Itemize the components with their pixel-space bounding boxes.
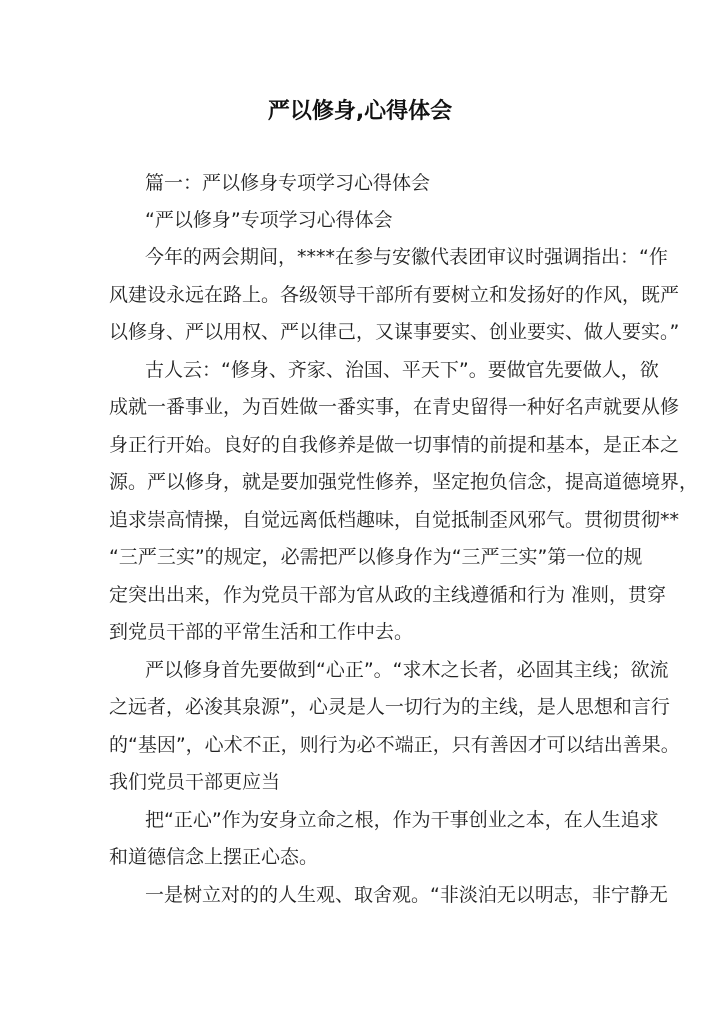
text-line: 成就一番事业，为百姓做一番实事，在青史留得一种好名声就要从修 — [109, 396, 680, 418]
document-title: 严以修身,心得体会 — [267, 99, 453, 124]
text-line: 把“正心”作为安身立命之根，作为干事创业之本，在人生追求 — [145, 808, 659, 831]
text-line: 的“基因”，心术不正，则行为必不端正，只有善因才可以结出善果。 — [109, 733, 680, 756]
text-line: 定突出出来，作为党员干部为官从政的主线遵循和行为 准则，贯穿 — [109, 583, 667, 606]
text-line: 以修身、严以用权、严以律己，又谋事要实、创业要实、做人要实。” — [109, 321, 680, 343]
text-line: 古人云：“修身、齐家、治国、平天下”。要做官先要做人，欲 — [145, 358, 659, 381]
text-line: 和道德信念上摆正心态。 — [109, 846, 319, 868]
text-line: 之远者，必浚其泉源”，心灵是人一切行为的主线，是人思想和言行 — [109, 696, 670, 718]
text-line: “三严三实”的规定，必需把严以修身作为“三严三实”第一位的规 — [109, 546, 643, 568]
text-line: 到党员干部的平常生活和工作中去。 — [109, 621, 414, 643]
text-line: 追求崇高情操，自觉远离低档趣味，自觉抵制歪风邪气。贯彻贯彻** — [109, 508, 680, 531]
text-line: 严以修身首先要做到“心正”。“求木之长者，必固其主线；欲流 — [145, 658, 669, 681]
text-line: 风建设永远在路上。各级领导干部所有要树立和发扬好的作风，既严 — [109, 283, 680, 306]
text-line: 源。严以修身，就是要加强党性修养，坚定抱负信念，提高道德境界， — [109, 471, 699, 493]
text-line: “严以修身”专项学习心得体会 — [145, 209, 393, 231]
text-line: 身正行开始。良好的自我修养是做一切事情的前提和基本，是正本之 — [109, 433, 680, 456]
text-line: 今年的两会期间，****在参与安徽代表团审议时强调指出：“作 — [145, 246, 668, 268]
text-line: 我们党员干部更应当 — [109, 771, 281, 793]
text-line: 篇一：严以修身专项学习心得体会 — [145, 172, 431, 194]
text-line: 一是树立对的的人生观、取舍观。“非淡泊无以明志，非宁静无 — [145, 883, 668, 906]
